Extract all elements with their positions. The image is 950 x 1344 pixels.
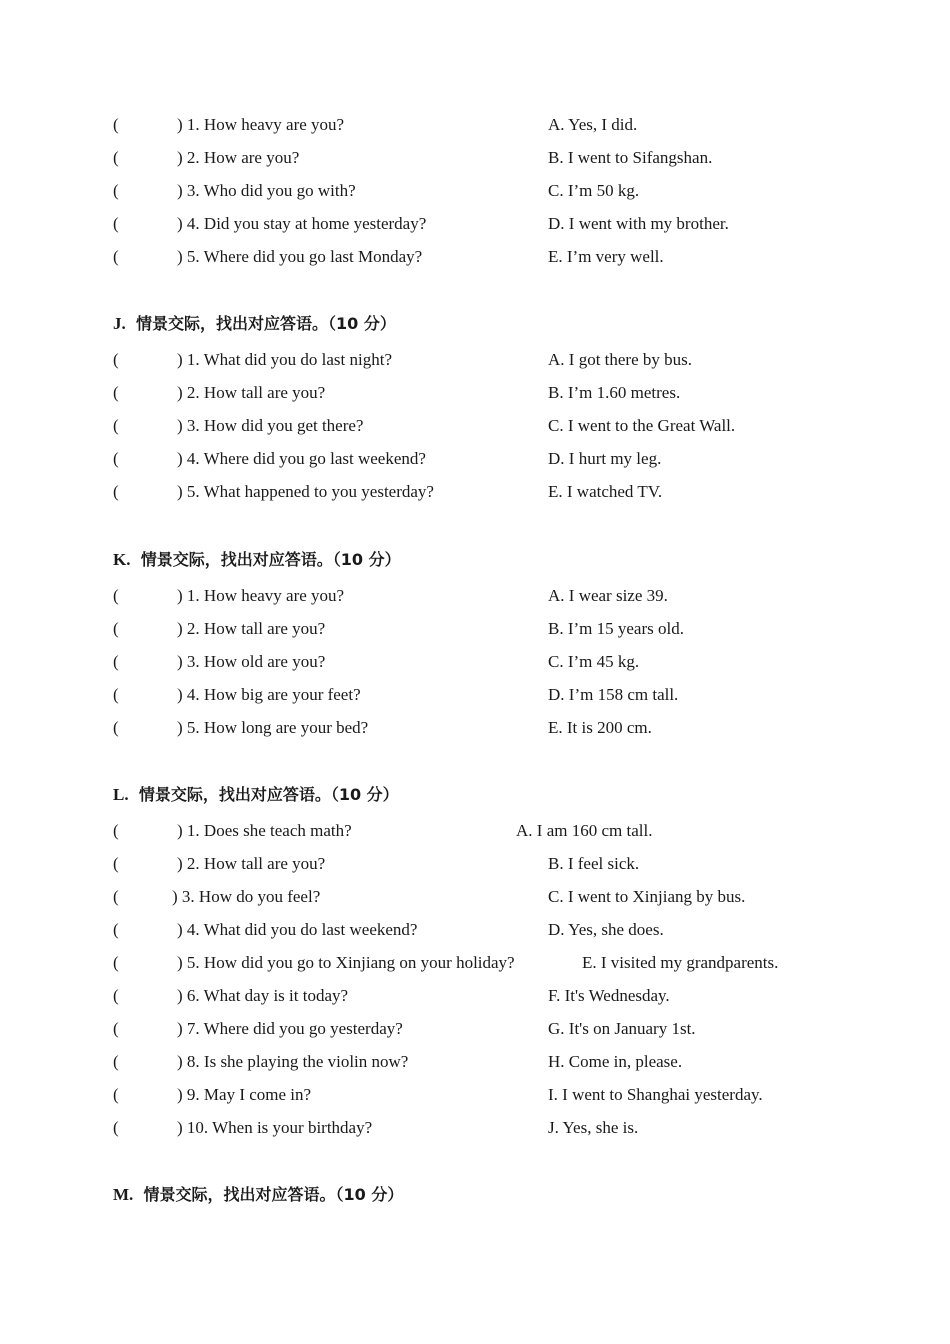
question-text: ) 4. Where did you go last weekend? [177,449,426,468]
answer-option: G. It's on January 1st. [548,1019,696,1038]
question-text: ) 4. Did you stay at home yesterday? [177,214,427,233]
question-text: ) 1. How heavy are you? [177,586,345,605]
question-text: ) 10. When is your birthday? [177,1118,373,1137]
answer-option: F. It's Wednesday. [548,986,670,1005]
section-instruction: 情景交际，找出对应答语。（10 分） [140,550,401,569]
answer-blank-open[interactable]: ( [113,1118,119,1137]
answer-option: C. I’m 45 kg. [548,652,640,671]
answer-blank-open[interactable]: ( [113,1085,119,1104]
answer-blank-open[interactable]: ( [113,350,119,369]
answer-blank-open[interactable]: ( [113,685,119,704]
answer-blank-open[interactable]: ( [113,416,119,435]
question-text: ) 3. How did you get there? [177,416,364,435]
question-text: ) 1. How heavy are you? [177,115,345,134]
question-text: ) 1. Does she teach math? [177,821,352,840]
answer-option: J. Yes, she is. [548,1118,639,1137]
answer-blank-open[interactable]: ( [113,1019,119,1038]
section-heading-l [113,782,399,808]
answer-blank-open[interactable]: ( [113,148,119,167]
answer-blank-open[interactable]: ( [113,887,119,906]
answer-blank-open[interactable]: ( [113,986,119,1005]
answer-option: C. I’m 50 kg. [548,181,640,200]
answer-blank-open[interactable]: ( [113,953,119,972]
answer-option: D. I’m 158 cm tall. [548,685,679,704]
section-instruction: 情景交际，找出对应答语。（10 分） [143,1185,404,1204]
answer-option: B. I went to Sifangshan. [548,148,713,167]
answer-blank-open[interactable]: ( [113,652,119,671]
answer-blank-open[interactable]: ( [113,920,119,939]
answer-option: A. I got there by bus. [548,350,693,369]
question-text: ) 8. Is she playing the violin now? [177,1052,409,1071]
answer-option: D. I hurt my leg. [548,449,662,468]
question-text: ) 2. How tall are you? [177,854,326,873]
question-text: ) 7. Where did you go yesterday? [177,1019,403,1038]
answer-option: C. I went to the Great Wall. [548,416,736,435]
question-text: ) 6. What day is it today? [177,986,349,1005]
answer-blank-open[interactable]: ( [113,586,119,605]
answer-option: A. I am 160 cm tall. [516,821,653,840]
question-text: ) 2. How tall are you? [177,383,326,402]
answer-blank-open[interactable]: ( [113,854,119,873]
section-instruction: 情景交际，找出对应答语。（10 分） [136,314,396,333]
section-letter: J. [113,314,126,333]
question-text: ) 5. What happened to you yesterday? [177,482,434,501]
answer-blank-open[interactable]: ( [113,214,119,233]
answer-option: A. Yes, I did. [548,115,638,134]
section-heading-m [113,1182,403,1208]
answer-blank-open[interactable]: ( [113,482,119,501]
section-letter: L. [113,785,129,804]
answer-option: E. I watched TV. [548,482,663,501]
answer-blank-open[interactable]: ( [113,821,119,840]
question-text: ) 9. May I come in? [177,1085,312,1104]
answer-option: C. I went to Xinjiang by bus. [548,887,746,906]
answer-option: E. I’m very well. [548,247,664,266]
question-text: ) 5. How did you go to Xinjiang on your holiday? [177,953,515,972]
question-text: ) 3. How do you feel? [172,887,321,906]
answer-option: E. I visited my grandparents. [582,953,779,972]
answer-blank-open[interactable]: ( [113,383,119,402]
answer-blank-open[interactable]: ( [113,181,119,200]
answer-option: A. I wear size 39. [548,586,668,605]
section-heading-j [113,311,396,337]
section-letter: M. [113,1185,134,1204]
section-instruction: 情景交际，找出对应答语。（10 分） [138,785,399,804]
answer-option: B. I’m 15 years old. [548,619,684,638]
answer-blank-open[interactable]: ( [113,1052,119,1071]
answer-option: B. I’m 1.60 metres. [548,383,681,402]
answer-blank-open[interactable]: ( [113,449,119,468]
answer-blank-open[interactable]: ( [113,619,119,638]
section-letter: K. [113,550,131,569]
question-text: ) 2. How tall are you? [177,619,326,638]
answer-blank-open[interactable]: ( [113,247,119,266]
question-text: ) 5. Where did you go last Monday? [177,247,423,266]
question-text: ) 2. How are you? [177,148,300,167]
answer-blank-open[interactable]: ( [113,115,119,134]
question-text: ) 5. How long are your bed? [177,718,369,737]
question-text: ) 4. How big are your feet? [177,685,361,704]
answer-option: D. Yes, she does. [548,920,664,939]
answer-option: H. Come in, please. [548,1052,683,1071]
question-text: ) 4. What did you do last weekend? [177,920,418,939]
answer-option: E. It is 200 cm. [548,718,652,737]
answer-option: I. I went to Shanghai yesterday. [548,1085,763,1104]
answer-blank-open[interactable]: ( [113,718,119,737]
section-heading-k [113,547,401,573]
question-text: ) 3. Who did you go with? [177,181,356,200]
question-text: ) 3. How old are you? [177,652,326,671]
answer-option: B. I feel sick. [548,854,640,873]
question-text: ) 1. What did you do last night? [177,350,392,369]
answer-option: D. I went with my brother. [548,214,729,233]
